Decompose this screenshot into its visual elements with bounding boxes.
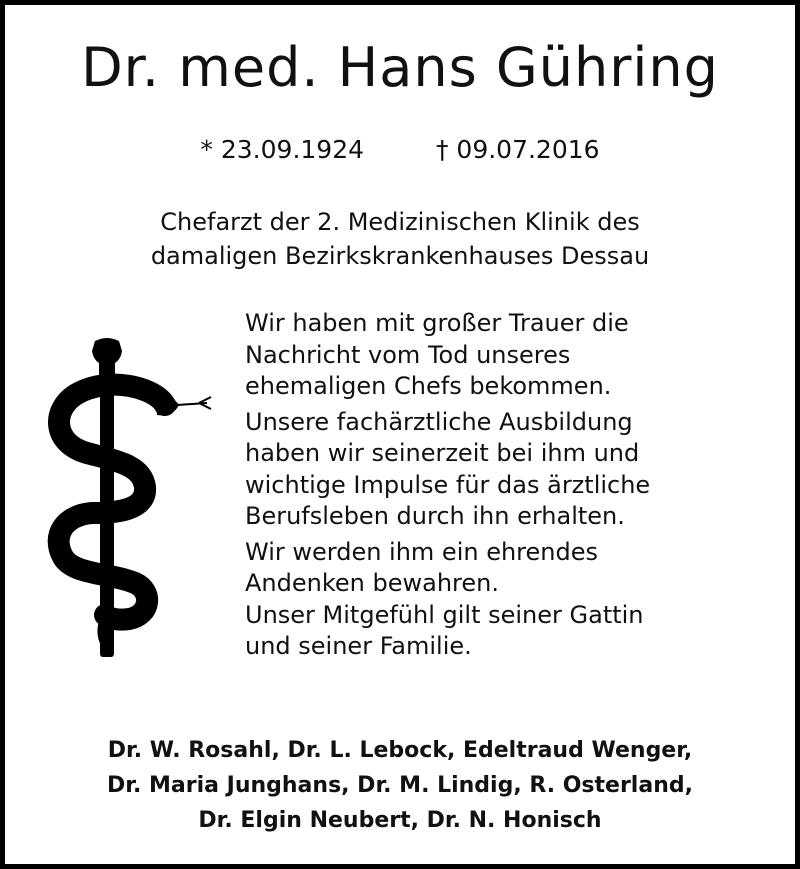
death-date: † 09.07.2016 bbox=[435, 135, 600, 164]
rod-of-asclepius-icon bbox=[47, 335, 217, 660]
message-line: Berufsleben durch ihn erhalten. bbox=[245, 502, 625, 530]
signer-line: Dr. Maria Junghans, Dr. M. Lindig, R. Osterland, bbox=[107, 773, 693, 798]
message-line: Andenken bewahren. bbox=[245, 569, 499, 597]
signatories bbox=[5, 733, 795, 838]
message-line: Wir haben mit großer Trauer die bbox=[245, 309, 629, 337]
life-dates bbox=[5, 133, 795, 167]
role-line: damaligen Bezirkskrankenhauses Dessau bbox=[150, 242, 650, 270]
message-line: ehemaligen Chefs bekommen. bbox=[245, 372, 612, 400]
message-line: Unser Mitgefühl gilt seiner Gattin bbox=[245, 600, 644, 629]
position-description bbox=[5, 205, 795, 273]
message-line: Wir werden ihm ein ehrendes bbox=[245, 537, 599, 566]
signer-line: Dr. Elgin Neubert, Dr. N. Honisch bbox=[198, 808, 602, 833]
message-paragraph bbox=[245, 407, 790, 533]
message-paragraph bbox=[245, 308, 790, 403]
deceased-name: Dr. med. Hans Gühring bbox=[81, 36, 719, 99]
signer-line: Dr. W. Rosahl, Dr. L. Lebock, Edeltraud Wenger, bbox=[107, 738, 693, 763]
message-line: wichtige Impulse für das ärztliche bbox=[245, 470, 651, 499]
message-line: Unsere fachärztliche Ausbildung bbox=[245, 407, 633, 436]
role-line: Chefarzt der 2. Medizinischen Klinik des bbox=[160, 208, 640, 236]
message-line: Nachricht vom Tod unseres bbox=[245, 340, 571, 369]
message-line: und seiner Familie. bbox=[245, 632, 472, 660]
message-line: haben wir seinerzeit bei ihm und bbox=[245, 439, 640, 467]
birth-date: * 23.09.1924 bbox=[200, 135, 365, 164]
condolence-message bbox=[245, 308, 790, 667]
message-paragraph bbox=[245, 537, 790, 663]
